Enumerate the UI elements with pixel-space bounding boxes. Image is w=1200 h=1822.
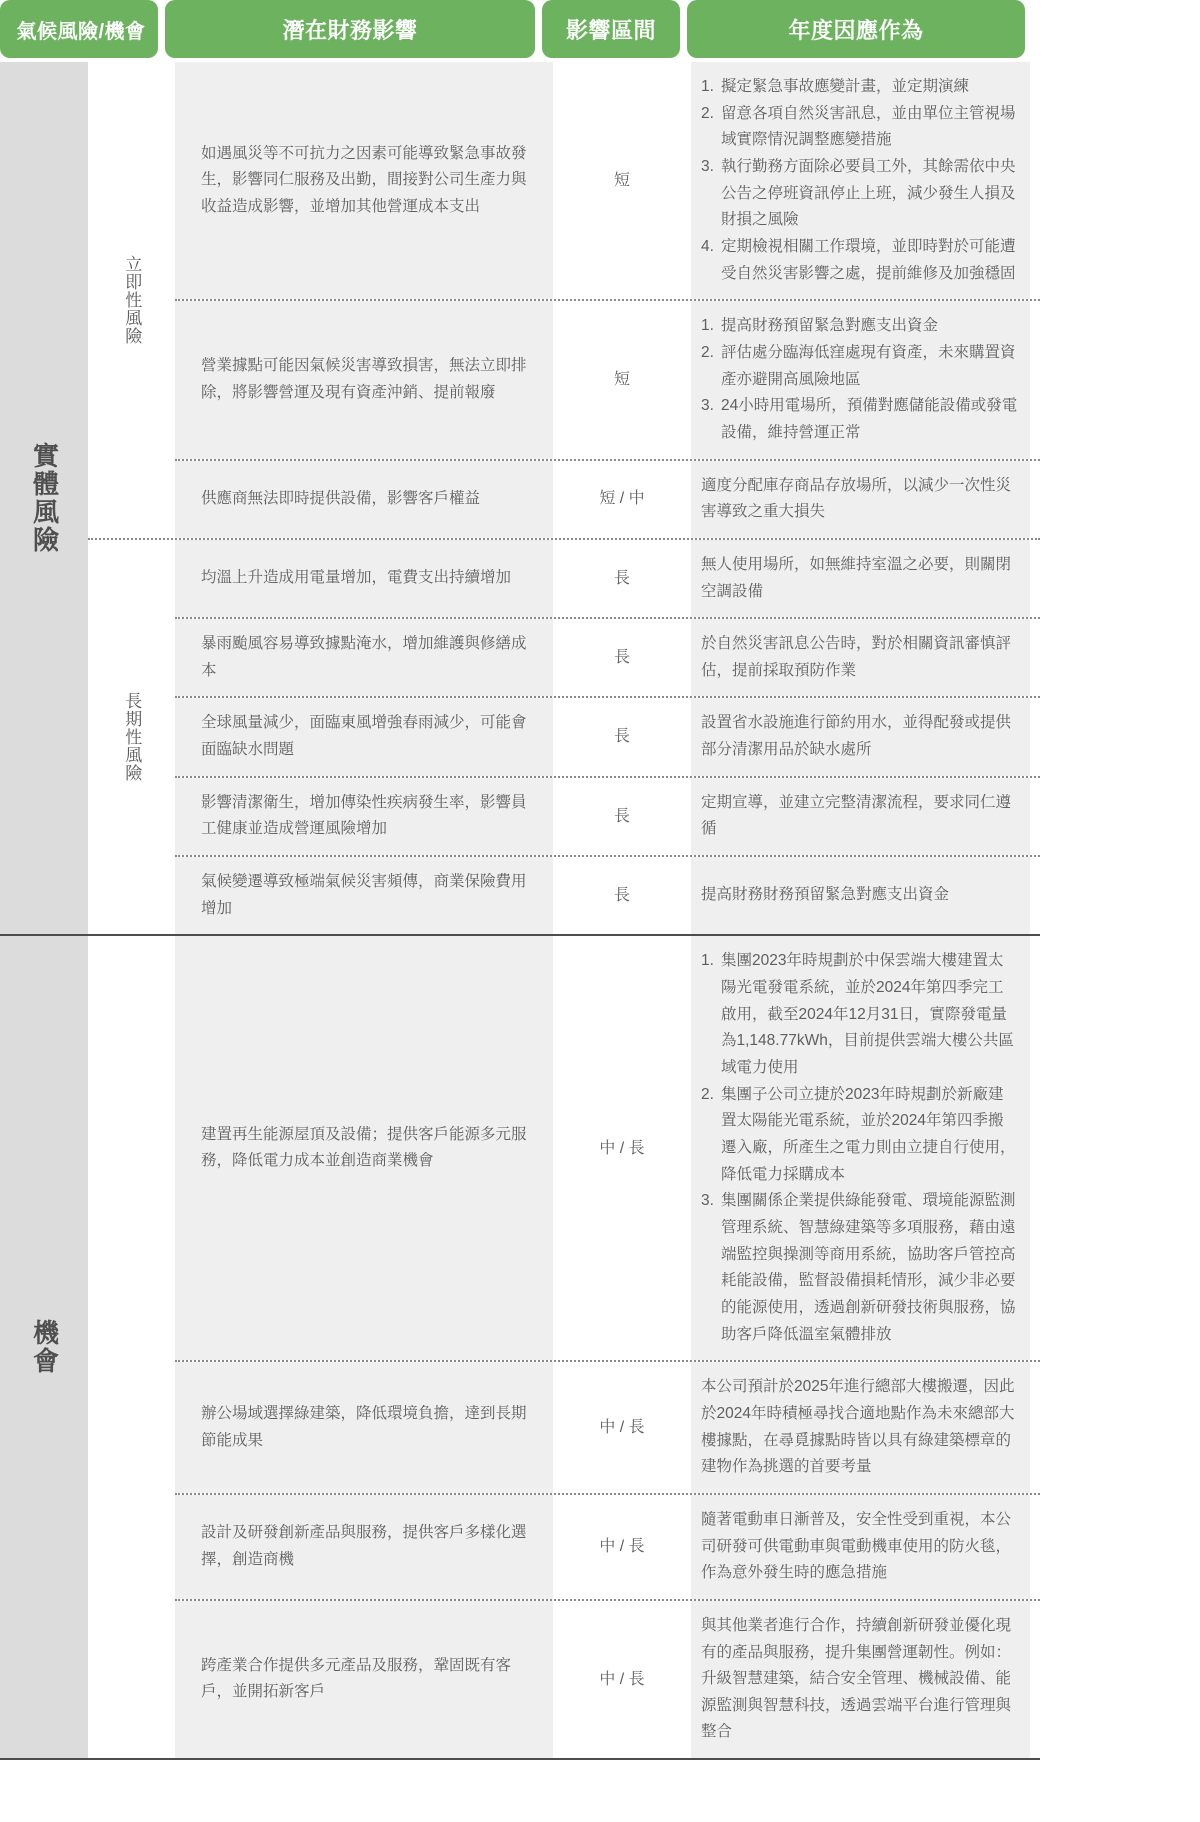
action-list <box>701 74 1018 287</box>
annual-action-cell <box>691 1601 1030 1758</box>
subcategory-label: 立即性風險 <box>122 254 142 345</box>
table-row <box>175 855 1040 934</box>
table-row <box>175 936 1040 1360</box>
action-item-number: 2. <box>701 343 714 361</box>
category-label: 機會 <box>29 1319 60 1376</box>
action-item-number: 4. <box>701 237 714 255</box>
action-item-number: 2. <box>701 104 714 122</box>
table-header <box>0 0 1040 58</box>
annual-action-cell <box>691 857 1030 934</box>
action-item-text: 擬定緊急事故應變計畫，並定期演練 <box>721 78 970 95</box>
financial-impact-cell: 均溫上升造成用電量增加，電費支出持續增加 <box>175 540 553 617</box>
action-list-item <box>701 1188 1018 1348</box>
annual-action-cell <box>691 461 1030 538</box>
annual-action-cell <box>691 619 1030 696</box>
action-list-item <box>701 101 1018 154</box>
action-text: 與其他業者進行合作，持續創新研發並優化現有的產品與服務，提升集團營運韌性。例如：升級智慧建築，結合安全管理、機械設備、能源監測與智慧科技，透過雲端平台進行管理與整合 <box>701 1616 1012 1741</box>
category-cell <box>0 62 88 934</box>
impact-term-cell: 長 <box>553 619 691 696</box>
action-item-text: 評估處分臨海低窪處現有資產，未來購置資產亦避開高風險地區 <box>721 343 1016 388</box>
header-cell-financial-impact: 潛在財務影響 <box>165 0 535 58</box>
table-body <box>0 62 1040 1760</box>
financial-impact-cell: 暴雨颱風容易導致據點淹水，增加維護與修繕成本 <box>175 619 553 696</box>
financial-impact-cell: 建置再生能源屋頂及設備；提供客戶能源多元服務，降低電力成本並創造商業機會 <box>175 936 553 1360</box>
annual-action-cell <box>691 778 1030 855</box>
risk-subgroup <box>88 538 1040 935</box>
action-item-number: 3. <box>701 1192 714 1210</box>
action-list-item <box>701 393 1018 446</box>
subcategory-cell <box>88 540 175 935</box>
action-item-text: 定期檢視相關工作環境，並即時對於可能遭受自然災害影響之處，提前維修及加強穩固 <box>721 237 1016 282</box>
subcategory-cell <box>88 62 175 538</box>
subcategory-label: 長期性風險 <box>122 692 142 783</box>
financial-impact-cell: 供應商無法即時提供設備，影響客戶權益 <box>175 461 553 538</box>
impact-term-cell: 中 / 長 <box>553 936 691 1360</box>
action-item-text: 集團子公司立捷於2023年時規劃於新廠建置太陽能光電系統，並於2024年第四季搬遷入廠，所產生之電力則由立捷自行使用，降低電力採購成本 <box>721 1085 1016 1183</box>
impact-term-cell: 長 <box>553 857 691 934</box>
header-cell-impact-term: 影響區間 <box>542 0 680 58</box>
table-row <box>175 1360 1040 1493</box>
action-list-item <box>701 340 1018 393</box>
table-row <box>175 1599 1040 1758</box>
action-item-number: 1. <box>701 317 714 335</box>
risk-subgroup <box>88 936 1040 1758</box>
category-cell <box>0 936 88 1758</box>
action-list-item <box>701 313 1018 340</box>
action-text: 本公司預計於2025年進行總部大樓搬遷，因此於2024年時積極尋找合適地點作為未來總部大樓據點，在尋覓據點時皆以具有綠建築標章的建物作為挑選的首要考量 <box>701 1378 1015 1476</box>
action-list-item <box>701 234 1018 287</box>
table-row <box>175 1493 1040 1599</box>
annual-action-cell <box>691 698 1030 775</box>
action-list-item <box>701 948 1018 1081</box>
table-row <box>175 540 1040 617</box>
action-text: 於自然災害訊息公告時，對於相關資訊審慎評估，提前採取預防作業 <box>701 635 1012 679</box>
annual-action-cell <box>691 936 1030 1360</box>
risk-group <box>0 62 1040 936</box>
subgroup-stack <box>88 62 1040 934</box>
action-item-text: 24小時用電場所，預備對應儲能設備或發電設備，維持營運正常 <box>721 397 1018 441</box>
subgroup-stack <box>88 936 1040 1758</box>
action-item-number: 1. <box>701 78 714 95</box>
financial-impact-cell: 營業據點可能因氣候災害導致損害，無法立即排除，將影響營運及現有資產沖銷、提前報廢 <box>175 301 553 458</box>
action-item-text: 集團關係企業提供綠能發電、環境能源監測管理系統、智慧綠建築等多項服務，藉由遠端監控與操測等商用系統，協助客戶管控高耗能設備，監督設備損耗情形，減少非必要的能源使用，透過創新研發技術與服務，協助客戶降低溫室氣體排放 <box>721 1192 1016 1343</box>
table-row <box>175 696 1040 775</box>
financial-impact-cell: 跨產業合作提供多元產品及服務，鞏固既有客戶，並開拓新客戶 <box>175 1601 553 1758</box>
action-list-item <box>701 74 1018 101</box>
row-stack <box>175 936 1040 1758</box>
financial-impact-cell: 氣候變遷導致極端氣候災害頻傳，商業保險費用增加 <box>175 857 553 934</box>
action-text: 定期宣導，並建立完整清潔流程，要求同仁遵循 <box>701 793 1012 838</box>
impact-term-cell: 中 / 長 <box>553 1362 691 1493</box>
action-item-text: 執行勤務方面除必要員工外，其餘需依中央公告之停班資訊停止上班，減少發生人損及財損之風險 <box>721 157 1016 229</box>
impact-term-cell: 中 / 長 <box>553 1495 691 1599</box>
action-text: 適度分配庫存商品存放場所，以減少一次性災害導致之重大損失 <box>701 476 1012 521</box>
risk-subgroup <box>88 62 1040 538</box>
annual-action-cell <box>691 301 1030 458</box>
action-list <box>701 948 1018 1348</box>
action-text: 提高財務財務預留緊急對應支出資金 <box>701 886 950 904</box>
impact-term-cell: 中 / 長 <box>553 1601 691 1758</box>
action-text: 無人使用場所，如無維持室溫之必要，則關閉空調設備 <box>701 555 1012 600</box>
table-row <box>175 299 1040 458</box>
action-list <box>701 313 1018 446</box>
annual-action-cell <box>691 540 1030 617</box>
financial-impact-cell: 辦公場域選擇綠建築，降低環境負擔，達到長期節能成果 <box>175 1362 553 1493</box>
risk-group <box>0 936 1040 1760</box>
table-row <box>175 776 1040 855</box>
category-label: 實體風險 <box>29 442 60 555</box>
table-row <box>175 459 1040 538</box>
annual-action-cell <box>691 1495 1030 1599</box>
impact-term-cell: 短 / 中 <box>553 461 691 538</box>
annual-action-cell <box>691 1362 1030 1493</box>
action-item-number: 3. <box>701 157 714 175</box>
action-item-number: 3. <box>701 397 714 415</box>
row-stack <box>175 62 1040 538</box>
action-text: 設置省水設施進行節約用水，並得配發或提供部分清潔用品於缺水處所 <box>701 714 1012 759</box>
action-item-number: 1. <box>701 952 714 970</box>
row-stack <box>175 540 1040 935</box>
annual-action-cell <box>691 62 1030 299</box>
impact-term-cell: 短 <box>553 301 691 458</box>
action-item-number: 2. <box>701 1085 714 1103</box>
table-row <box>175 62 1040 299</box>
action-list-item <box>701 1082 1018 1189</box>
action-item-text: 提高財務預留緊急對應支出資金 <box>721 317 939 335</box>
financial-impact-cell: 如遇風災等不可抗力之因素可能導致緊急事故發生，影響同仁服務及出勤，間接對公司生產力與收益造成影響，並增加其他營運成本支出 <box>175 62 553 299</box>
impact-term-cell: 長 <box>553 540 691 617</box>
financial-impact-cell: 設計及研發創新產品與服務，提供客戶多樣化選擇，創造商機 <box>175 1495 553 1599</box>
financial-impact-cell: 影響清潔衛生，增加傳染性疾病發生率，影響員工健康並造成營運風險增加 <box>175 778 553 855</box>
impact-term-cell: 長 <box>553 778 691 855</box>
header-cell-category: 氣候風險/機會 <box>0 0 158 58</box>
action-item-text: 集團2023年時規劃於中保雲端大樓建置太陽光電發電系統，並於2024年第四季完工啟用，截至2024年12月31日，實際發電量為1,148.77kWh，目前提供雲端大樓公共區域電力使用 <box>721 952 1014 1077</box>
financial-impact-cell: 全球風量減少，面臨東風增強春雨減少，可能會面臨缺水問題 <box>175 698 553 775</box>
action-list-item <box>701 154 1018 234</box>
action-text: 隨著電動車日漸普及，安全性受到重視，本公司研發可供電動車與電動機車使用的防火毯，作為意外發生時的應急措施 <box>701 1510 1012 1582</box>
header-cell-annual-action: 年度因應作為 <box>687 0 1025 58</box>
impact-term-cell: 短 <box>553 62 691 299</box>
table-row <box>175 617 1040 696</box>
subcategory-cell <box>88 936 175 1758</box>
impact-term-cell: 長 <box>553 698 691 775</box>
action-item-text: 留意各項自然災害訊息，並由單位主管視場域實際情況調整應變措施 <box>721 104 1016 149</box>
